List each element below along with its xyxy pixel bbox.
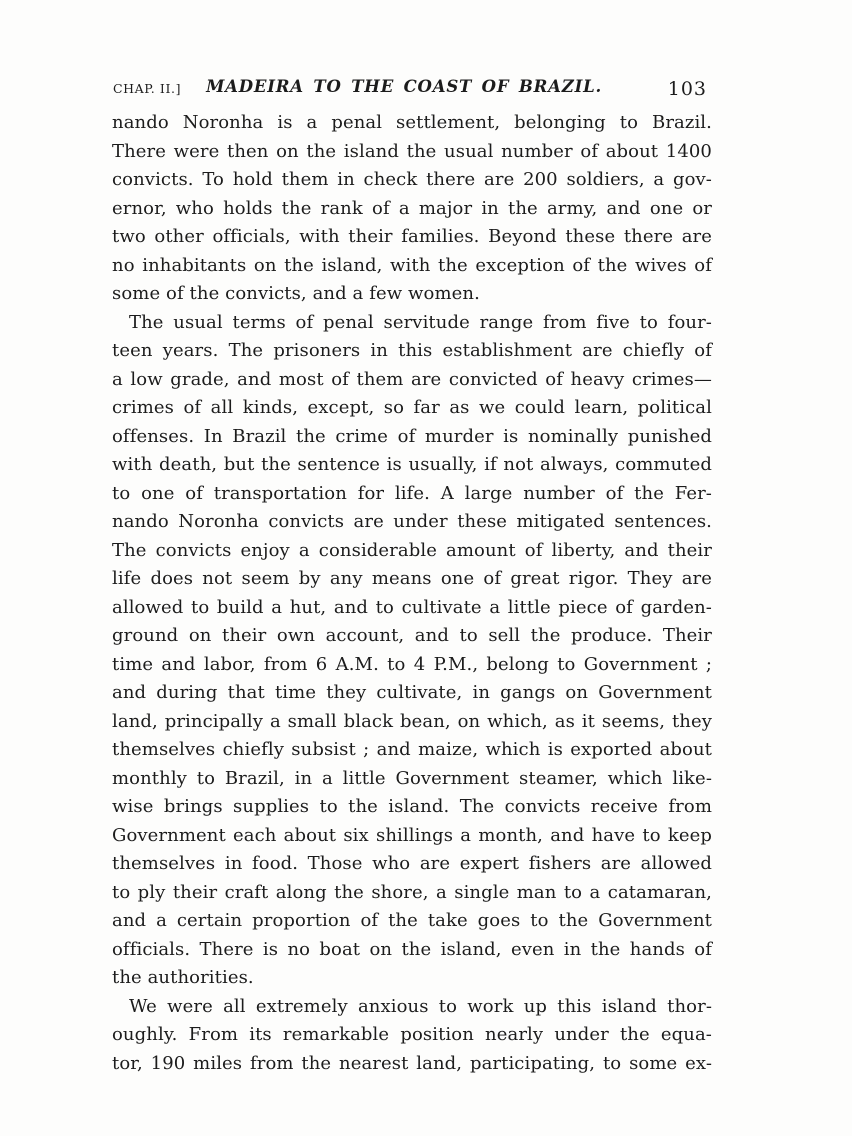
text-line: ground on their own account, and to sell the produce. Their <box>112 625 712 646</box>
text-line: two other officials, with their families. Beyond these there are <box>112 226 712 247</box>
text-line: allowed to build a hut, and to cultivate a little piece of garden- <box>112 596 712 618</box>
text-line: The convicts enjoy a considerable amount of liberty, and their <box>112 539 712 561</box>
text-line: Government each about six shillings a month, and have to keep <box>112 824 712 846</box>
running-title: MADEIRA TO THE COAST OF BRAZIL. <box>206 77 603 96</box>
text-line: tor, 190 miles from the nearest land, participating, to some ex- <box>112 1052 712 1074</box>
text-line: oughly. From its remarkable position nearly under the equa- <box>112 1024 712 1045</box>
text-line: themselves chiefly subsist ; and maize, which is exported about <box>112 739 712 760</box>
text-line: There were then on the island the usual number of about 1400 <box>112 140 712 162</box>
text-line: nando Noronha is a penal settlement, belonging to Brazil. <box>112 112 712 133</box>
text-column <box>112 0 712 1136</box>
text-line: officials. There is no boat on the island, even in the hands of <box>112 938 712 960</box>
text-line: some of the convicts, and a few women. <box>112 283 480 304</box>
text-line: no inhabitants on the island, with the exception of the wives of <box>112 254 712 276</box>
text-line: land, principally a small black bean, on which, as it seems, they <box>112 710 712 732</box>
text-line: life does not seem by any means one of great rigor. They are <box>112 568 712 589</box>
text-line: monthly to Brazil, in a little Government steamer, which like- <box>112 767 712 789</box>
text-line: and a certain proportion of the take goes to the Government <box>112 910 712 931</box>
text-line: time and labor, from 6 A.M. to 4 P.M., belong to Government ; <box>112 653 712 675</box>
page-body <box>112 109 712 1078</box>
text-line: themselves in food. Those who are expert fishers are allowed <box>112 853 712 874</box>
text-line: to one of transportation for life. A large number of the Fer- <box>112 482 712 504</box>
text-line: crimes of all kinds, except, so far as we could learn, political <box>112 397 712 418</box>
text-line: convicts. To hold them in check there are 200 soldiers, a gov- <box>112 169 712 190</box>
page-number: 103 <box>667 78 707 100</box>
chapter-label: CHAP. II.] <box>113 81 182 96</box>
text-line: We were all extremely anxious to work up this island thor- <box>129 995 712 1017</box>
text-line: with death, but the sentence is usually, if not always, commuted <box>112 454 712 475</box>
text-line: the authorities. <box>112 967 254 988</box>
text-line: to ply their craft along the shore, a single man to a catamaran, <box>112 881 712 903</box>
text-line: offenses. In Brazil the crime of murder is nominally punished <box>112 425 712 447</box>
text-line: and during that time they cultivate, in gangs on Government <box>112 682 712 703</box>
text-line: wise brings supplies to the island. The convicts receive from <box>112 796 712 817</box>
page-header <box>112 76 712 102</box>
text-line: teen years. The prisoners in this establishment are chiefly of <box>112 340 712 361</box>
text-line: ernor, who holds the rank of a major in the army, and one or <box>112 197 712 219</box>
text-line: The usual terms of penal servitude range from five to four- <box>129 311 712 333</box>
text-line: nando Noronha convicts are under these mitigated sentences. <box>112 511 712 532</box>
text-line: a low grade, and most of them are convicted of heavy crimes— <box>112 368 712 390</box>
